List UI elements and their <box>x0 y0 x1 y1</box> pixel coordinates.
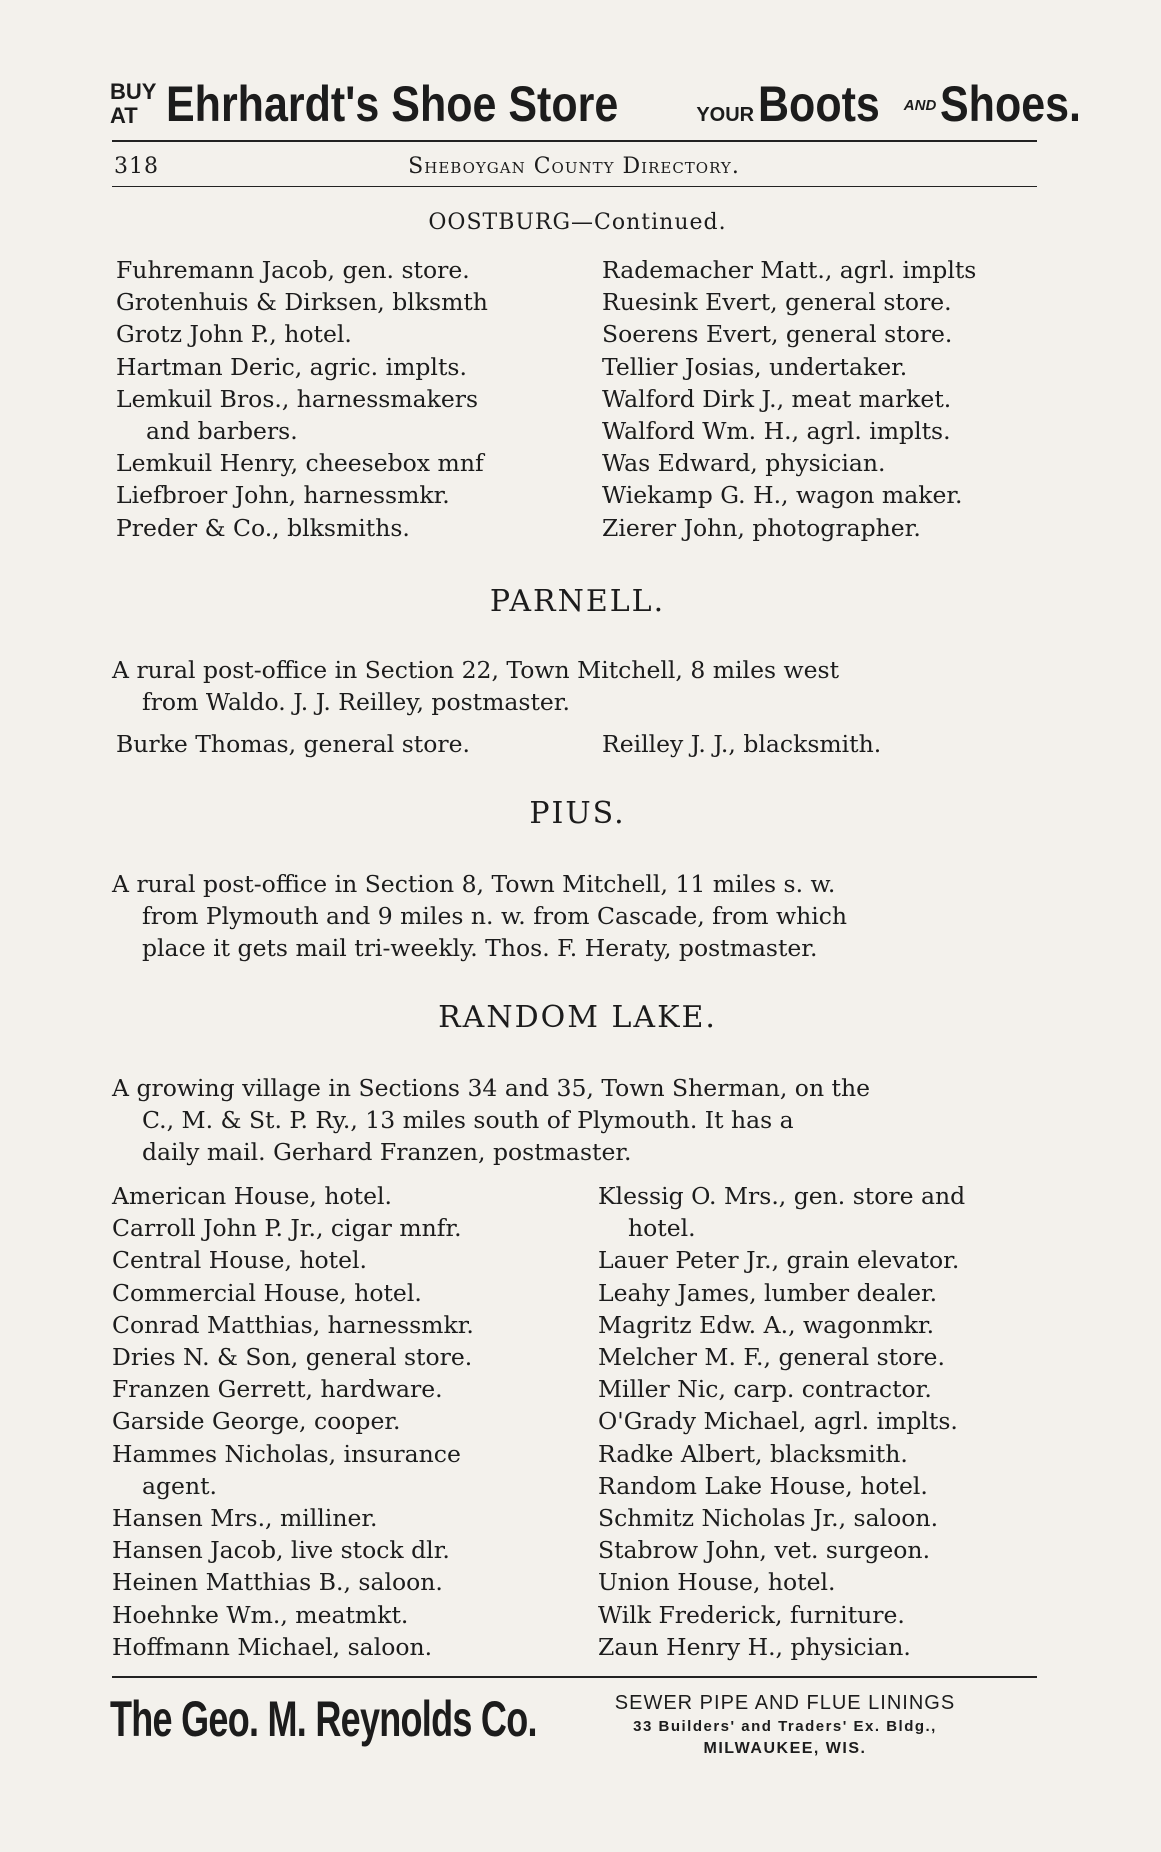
ad-product-line: SEWER PIPE AND FLUE LININGS <box>614 1692 956 1714</box>
listing-entry: Rademacher Matt., agrl. implts <box>602 256 977 284</box>
parnell-right-column <box>602 728 881 760</box>
listing-entry: Carroll John P. Jr., cigar mnfr. <box>112 1214 462 1243</box>
top-advertisement <box>110 62 1082 132</box>
listing-entry: Hoehnke Wm., meatmkt. <box>112 1600 409 1629</box>
listing-entry: O'Grady Michael, agrl. implts. <box>598 1407 958 1436</box>
ad-buy-word: BUY <box>110 79 157 104</box>
ad-boots-word: Boots <box>758 76 880 132</box>
oostburg-left-column <box>116 254 488 544</box>
parnell-heading: PARNELL. <box>489 584 666 619</box>
ad-address-line: 33 Builders' and Traders' Ex. Bldg., <box>633 1718 937 1735</box>
ad-store-name: Ehrhardt's Shoe Store <box>166 76 619 132</box>
listing-entry: Burke Thomas, general store. <box>116 730 470 758</box>
listing-entry: Random Lake House, hotel. <box>598 1471 928 1500</box>
listing-entry: Fuhremann Jacob, gen. store. <box>116 256 470 284</box>
listing-entry: Hoffmann Michael, saloon. <box>112 1632 433 1661</box>
random-lake-heading: RANDOM LAKE. <box>438 1000 717 1035</box>
listing-entry: Lemkuil Bros., harnessmakers <box>116 384 479 413</box>
listing-entry: Hammes Nicholas, insurance <box>112 1439 461 1468</box>
random-lake-right-column <box>598 1180 965 1663</box>
header-rule <box>112 186 1037 187</box>
description-line: from Plymouth and 9 miles n. w. from Cascade, from which <box>142 902 848 930</box>
ad-at-word: AT <box>110 103 138 128</box>
top-ad-rule <box>112 140 1037 142</box>
listing-entry: Magritz Edw. A., wagonmkr. <box>598 1310 935 1339</box>
listing-entry: Dries N. & Son, general store. <box>112 1343 473 1372</box>
listing-entry: Garside George, cooper. <box>112 1407 401 1436</box>
ad-city-line: MILWAUKEE, WIS. <box>703 1740 867 1757</box>
description-line: A rural post-office in Section 22, Town Mitchell, 8 miles west <box>112 656 840 684</box>
listing-entry: Conrad Matthias, harnessmkr. <box>112 1310 474 1339</box>
listing-entry-continued: agent. <box>142 1471 218 1500</box>
listing-entry: Zierer John, photographer. <box>602 513 921 542</box>
running-header <box>114 150 1034 186</box>
parnell-description <box>112 654 1042 718</box>
listing-entry: Commercial House, hotel. <box>112 1278 422 1307</box>
listing-entry-continued: and barbers. <box>146 417 298 446</box>
listing-entry: Stabrow John, vet. surgeon. <box>598 1536 931 1565</box>
pius-heading: PIUS. <box>529 796 626 831</box>
listing-entry: Hansen Jacob, live stock dlr. <box>112 1536 450 1565</box>
random-lake-left-column <box>112 1180 474 1663</box>
listing-entry: Lauer Peter Jr., grain elevator. <box>598 1246 960 1275</box>
listing-entry: Walford Dirk J., meat market. <box>602 384 952 413</box>
oostburg-right-column <box>602 254 976 544</box>
listing-entry: Tellier Josias, undertaker. <box>602 352 908 381</box>
description-line: C., M. & St. P. Ry., 13 miles south of Plymouth. It has a <box>142 1106 794 1134</box>
listing-entry: Reilley J. J., blacksmith. <box>602 730 882 758</box>
ad-company-name: The Geo. M. Reynolds Co. <box>110 1691 537 1747</box>
listing-entry: Lemkuil Henry, cheesebox mnf <box>116 449 484 478</box>
description-line: place it gets mail tri-weekly. Thos. F. Heraty, postmaster. <box>142 934 818 962</box>
ad-your-word: YOUR <box>696 104 755 126</box>
description-line: A growing village in Sections 34 and 35, Town Sherman, on the <box>112 1074 871 1102</box>
listing-entry: Heinen Matthias B., saloon. <box>112 1568 443 1597</box>
bottom-advertisement <box>110 1690 1040 1780</box>
ad-company-details <box>530 1690 1040 1760</box>
listing-entry: Franzen Gerrett, hardware. <box>112 1375 443 1404</box>
listing-entry: Schmitz Nicholas Jr., saloon. <box>598 1504 939 1533</box>
description-line: from Waldo. J. J. Reilley, postmaster. <box>142 688 570 716</box>
listing-entry: Grotz John P., hotel. <box>116 320 352 349</box>
listing-entry: Union House, hotel. <box>598 1568 836 1597</box>
page-number: 318 <box>114 154 159 179</box>
listing-entry: Walford Wm. H., agrl. implts. <box>602 417 951 446</box>
oostburg-heading: OOSTBURG—Continued. <box>428 210 727 235</box>
listing-entry: Leahy James, lumber dealer. <box>598 1278 938 1307</box>
description-line: daily mail. Gerhard Franzen, postmaster. <box>142 1138 632 1166</box>
ad-shoes-word: Shoes. <box>940 76 1082 132</box>
random-lake-description <box>112 1072 1042 1168</box>
ad-and-word: AND <box>903 97 937 114</box>
listing-entry: Wiekamp G. H., wagon maker. <box>602 481 963 510</box>
bottom-ad-rule <box>112 1676 1037 1678</box>
listing-entry: Zaun Henry H., physician. <box>598 1632 911 1661</box>
listing-entry: Klessig O. Mrs., gen. store and <box>598 1182 966 1210</box>
listing-entry: Ruesink Evert, general store. <box>602 288 952 317</box>
page-title: Sheboygan County Directory. <box>408 154 740 179</box>
buy-at-stack <box>110 80 156 128</box>
listing-entry: American House, hotel. <box>112 1182 392 1210</box>
listing-entry: Hansen Mrs., milliner. <box>112 1504 378 1533</box>
description-line: A rural post-office in Section 8, Town Mitchell, 11 miles s. w. <box>112 870 836 898</box>
listing-entry-continued: hotel. <box>628 1214 696 1243</box>
listing-entry: Preder & Co., blksmiths. <box>116 513 410 542</box>
listing-entry: Soerens Evert, general store. <box>602 320 953 349</box>
listing-entry: Liefbroer John, harnessmkr. <box>116 481 450 510</box>
listing-entry: Grotenhuis & Dirksen, blksmth <box>116 288 488 317</box>
listing-entry: Wilk Frederick, furniture. <box>598 1600 905 1629</box>
listing-entry: Was Edward, physician. <box>602 449 886 478</box>
listing-entry: Radke Albert, blacksmith. <box>598 1439 908 1468</box>
listing-entry: Miller Nic, carp. contractor. <box>598 1375 932 1404</box>
pius-description <box>112 868 1042 964</box>
listing-entry: Melcher M. F., general store. <box>598 1343 945 1372</box>
parnell-left-column <box>116 728 470 760</box>
listing-entry: Central House, hotel. <box>112 1246 368 1275</box>
listing-entry: Hartman Deric, agric. implts. <box>116 352 467 381</box>
